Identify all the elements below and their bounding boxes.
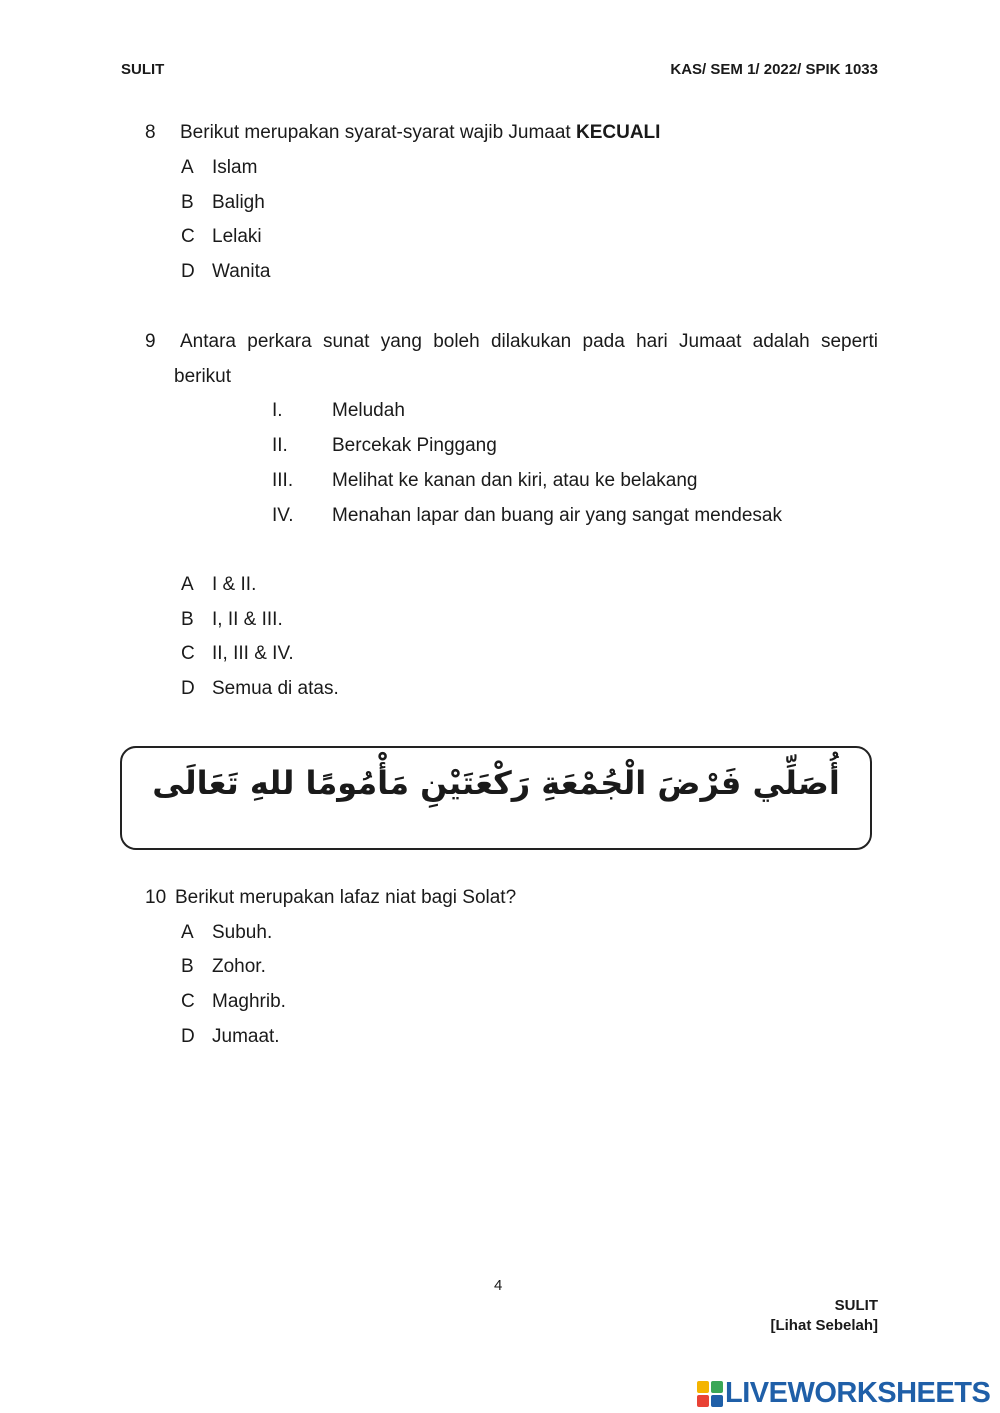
q9-statement-1-numeral: I.: [272, 400, 283, 421]
q8-stem: [180, 122, 660, 144]
q9-text-line1: Antara perkara sunat yang boleh dilakukan pada hari Jumaat adalah seperti: [180, 331, 878, 352]
q9-option-d-letter: D: [181, 678, 195, 699]
q8-option-a-letter: A: [181, 157, 194, 178]
arabic-niat-box: [120, 746, 872, 850]
q8-number: 8: [145, 122, 156, 143]
q10-option-a[interactable]: Subuh.: [212, 922, 273, 943]
q8-emphasis: KECUALI: [576, 122, 661, 143]
q10-option-d[interactable]: Jumaat.: [212, 1026, 280, 1047]
q8-option-c[interactable]: Lelaki: [212, 226, 262, 247]
q10-option-c[interactable]: Maghrib.: [212, 991, 286, 1012]
q9-statement-4: Menahan lapar dan buang air yang sangat mendesak: [332, 505, 782, 526]
footer-sulit: SULIT: [834, 1297, 878, 1314]
q8-option-a[interactable]: Islam: [212, 157, 258, 178]
q9-text-line2: berikut: [174, 366, 232, 387]
q10-option-b[interactable]: Zohor.: [212, 956, 266, 977]
q8-option-d[interactable]: Wanita: [212, 261, 271, 282]
q9-option-c-letter: C: [181, 643, 195, 664]
q8-option-b[interactable]: Baligh: [212, 192, 265, 213]
liveworksheets-grid-icon: [697, 1381, 723, 1407]
q9-option-b-letter: B: [181, 609, 194, 630]
q9-option-d[interactable]: Semua di atas.: [212, 678, 339, 699]
q8-option-d-letter: D: [181, 261, 195, 282]
q10-option-b-letter: B: [181, 956, 194, 977]
q9-option-c[interactable]: II, III & IV.: [212, 643, 294, 664]
q10-option-a-letter: A: [181, 922, 194, 943]
q9-option-a[interactable]: I & II.: [212, 574, 257, 595]
liveworksheets-wordmark: LIVEWORKSHEETS: [725, 1377, 991, 1409]
q10-option-d-letter: D: [181, 1026, 195, 1047]
q8-option-b-letter: B: [181, 192, 194, 213]
q9-statement-4-numeral: IV.: [272, 505, 294, 526]
q10-number: 10: [145, 887, 167, 908]
page-number: 4: [494, 1277, 503, 1294]
q9-option-a-letter: A: [181, 574, 194, 595]
q9-statement-3: Melihat ke kanan dan kiri, atau ke belakang: [332, 470, 698, 491]
q8-text: Berikut merupakan syarat-syarat wajib Jumaat: [180, 122, 576, 143]
q9-option-b[interactable]: I, II & III.: [212, 609, 283, 630]
q8-option-c-letter: C: [181, 226, 195, 247]
q9-statement-2-numeral: II.: [272, 435, 288, 456]
q10-text: Berikut merupakan lafaz niat bagi Solat?: [175, 887, 517, 908]
q10-option-c-letter: C: [181, 991, 195, 1012]
header-left: SULIT: [121, 61, 165, 78]
header-right: KAS/ SEM 1/ 2022/ SPIK 1033: [670, 61, 878, 78]
q9-statement-1: Meludah: [332, 400, 405, 421]
q9-statement-3-numeral: III.: [272, 470, 294, 491]
q9-statement-2: Bercekak Pinggang: [332, 435, 497, 456]
q9-number: 9: [145, 331, 156, 352]
footer-next-page: [Lihat Sebelah]: [770, 1317, 878, 1334]
arabic-niat-text: أُصَلِّي فَرْضَ الْجُمْعَةِ رَكْعَتَيْنِ مَأْمُومًا للهِ تَعَالَى: [152, 764, 840, 802]
